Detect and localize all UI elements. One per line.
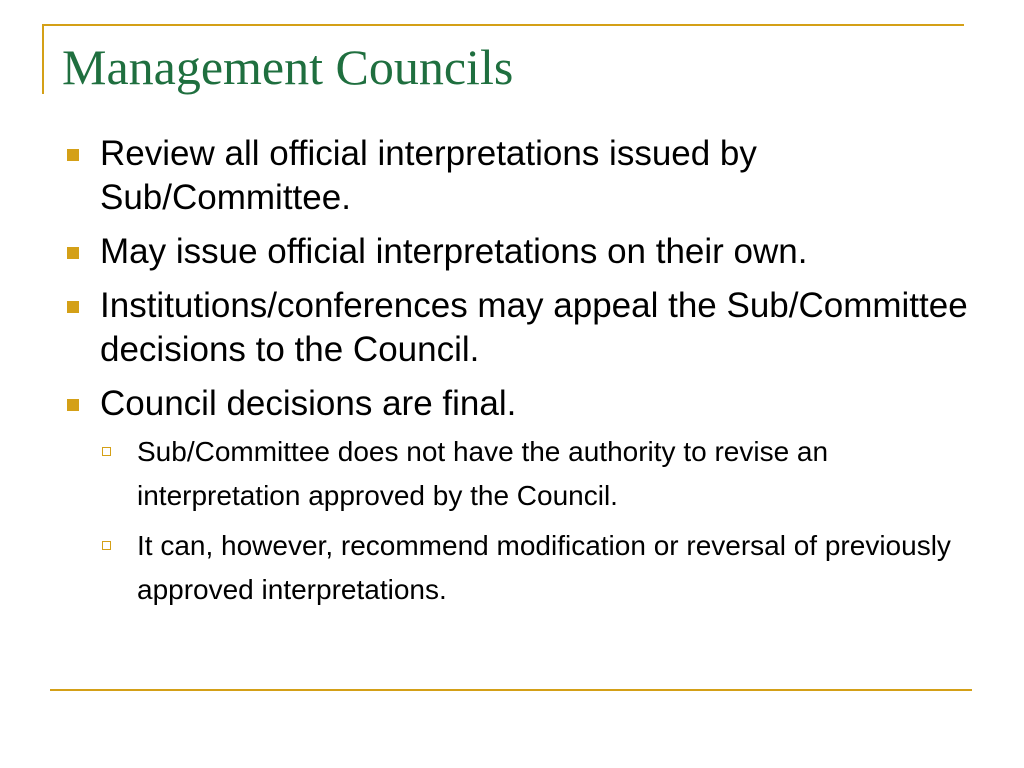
top-rule <box>42 24 964 26</box>
bullet-list <box>62 132 992 622</box>
slide-title: Management Councils <box>62 39 514 95</box>
sub-bullet-text: It can, however, recommend modification or reversal of previously approved interpretations. <box>137 530 951 605</box>
left-rule <box>42 24 44 94</box>
square-bullet-icon <box>67 301 79 313</box>
sub-bullet-item <box>100 524 992 612</box>
sub-bullet-text: Sub/Committee does not have the authority to revise an interpretation approved by the Council. <box>137 436 829 511</box>
bullet-item <box>62 382 992 612</box>
square-bullet-icon <box>67 247 79 259</box>
bullet-text: May issue official interpretations on their own. <box>100 232 808 271</box>
bullet-text: Review all official interpretations issued by Sub/Committee. <box>100 134 757 217</box>
bottom-rule <box>50 689 972 691</box>
square-bullet-icon <box>67 399 79 411</box>
bullet-item <box>62 132 992 220</box>
bullet-text: Council decisions are final. <box>100 384 517 423</box>
sub-bullet-list <box>100 430 992 612</box>
bullet-item <box>62 284 992 372</box>
bullet-text: Institutions/conferences may appeal the Sub/Committee decisions to the Council. <box>100 286 968 369</box>
bullet-item <box>62 230 992 274</box>
hollow-square-bullet-icon <box>102 447 111 456</box>
square-bullet-icon <box>67 149 79 161</box>
hollow-square-bullet-icon <box>102 541 111 550</box>
sub-bullet-item <box>100 430 992 518</box>
